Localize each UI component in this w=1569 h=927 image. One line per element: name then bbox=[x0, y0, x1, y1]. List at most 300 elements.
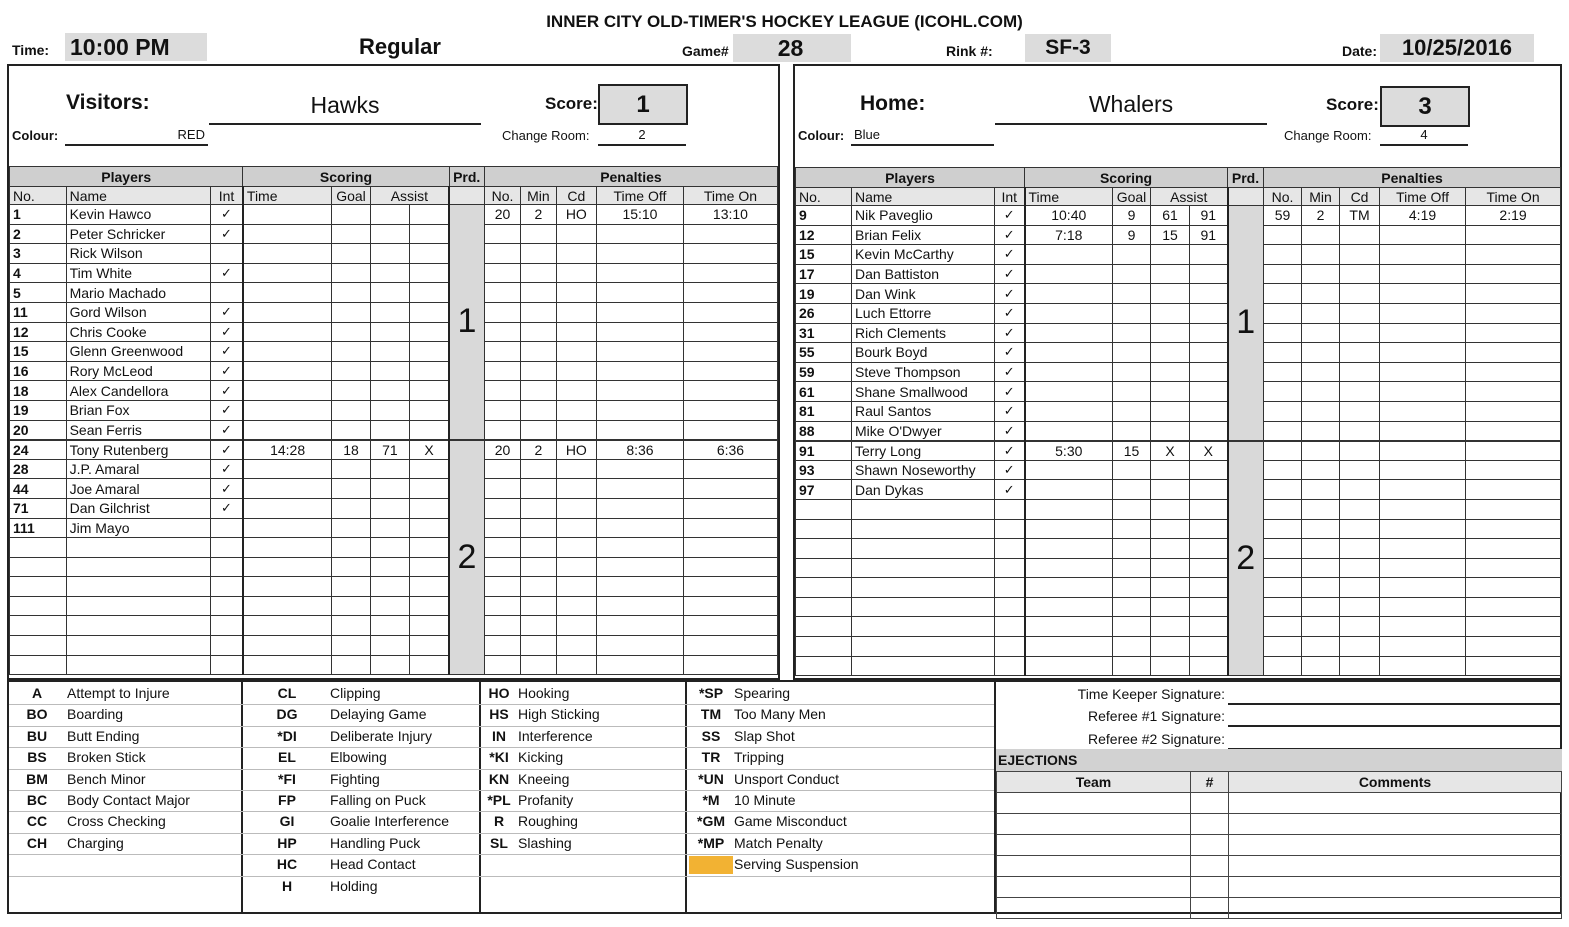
penalty-time-off[interactable] bbox=[597, 538, 684, 558]
penalty-time-on[interactable] bbox=[683, 518, 777, 538]
penalty-time-off[interactable] bbox=[1380, 519, 1466, 539]
goal-time[interactable]: 10:40 bbox=[1025, 206, 1113, 226]
penalty-code[interactable] bbox=[556, 381, 596, 401]
goal-scorer[interactable] bbox=[332, 577, 370, 597]
penalty-player[interactable] bbox=[1264, 362, 1302, 382]
penalty-player[interactable] bbox=[1264, 597, 1302, 617]
goal-scorer[interactable] bbox=[332, 322, 370, 342]
penalty-code[interactable] bbox=[556, 596, 596, 616]
assist-1[interactable] bbox=[1151, 245, 1190, 265]
assist-2[interactable] bbox=[1190, 401, 1228, 421]
goal-time[interactable] bbox=[1025, 421, 1113, 441]
penalty-code[interactable] bbox=[1340, 597, 1380, 617]
penalty-code[interactable] bbox=[556, 322, 596, 342]
penalty-code[interactable] bbox=[1340, 499, 1380, 519]
goal-scorer[interactable] bbox=[1113, 656, 1151, 676]
penalty-minutes[interactable] bbox=[521, 577, 556, 597]
assist-1[interactable]: 61 bbox=[1151, 206, 1190, 226]
assist-2[interactable]: X bbox=[1190, 441, 1228, 461]
penalty-player[interactable] bbox=[1264, 343, 1302, 363]
penalty-code[interactable] bbox=[1340, 362, 1380, 382]
goal-scorer[interactable] bbox=[332, 342, 370, 362]
penalty-time-off[interactable] bbox=[597, 400, 684, 420]
goal-scorer[interactable] bbox=[1113, 558, 1151, 578]
penalty-time-off[interactable] bbox=[1380, 499, 1466, 519]
assist-2[interactable] bbox=[1190, 656, 1228, 676]
assist-2[interactable] bbox=[1190, 362, 1228, 382]
penalty-minutes[interactable] bbox=[1302, 499, 1340, 519]
penalty-time-off[interactable] bbox=[1380, 480, 1466, 500]
penalty-minutes[interactable]: 2 bbox=[521, 440, 556, 460]
penalty-time-off[interactable] bbox=[1380, 225, 1466, 245]
penalty-player[interactable] bbox=[484, 322, 520, 342]
penalty-time-on[interactable] bbox=[1466, 362, 1561, 382]
assist-2[interactable] bbox=[410, 420, 449, 440]
penalty-time-off[interactable] bbox=[1380, 264, 1466, 284]
assist-2[interactable] bbox=[410, 577, 449, 597]
penalty-code[interactable] bbox=[1340, 480, 1380, 500]
goal-time[interactable] bbox=[243, 577, 332, 597]
assist-1[interactable] bbox=[1151, 656, 1190, 676]
penalty-code[interactable] bbox=[556, 361, 596, 381]
penalty-code[interactable] bbox=[1340, 225, 1380, 245]
goal-scorer[interactable] bbox=[1113, 637, 1151, 657]
penalty-time-off[interactable] bbox=[597, 616, 684, 636]
goal-scorer[interactable] bbox=[1113, 303, 1151, 323]
penalty-minutes[interactable] bbox=[521, 479, 556, 499]
penalty-time-off[interactable] bbox=[597, 244, 684, 264]
penalty-time-on[interactable] bbox=[683, 636, 777, 656]
goal-scorer[interactable] bbox=[332, 498, 370, 518]
goal-time[interactable] bbox=[243, 518, 332, 538]
assist-1[interactable] bbox=[370, 302, 409, 322]
ref1-signature-line[interactable] bbox=[1228, 725, 1560, 727]
assist-2[interactable] bbox=[410, 400, 449, 420]
penalty-code[interactable] bbox=[556, 498, 596, 518]
assist-2[interactable] bbox=[1190, 245, 1228, 265]
goal-scorer[interactable] bbox=[332, 381, 370, 401]
assist-1[interactable]: 71 bbox=[370, 440, 409, 460]
assist-2[interactable] bbox=[410, 479, 449, 499]
assist-1[interactable] bbox=[1151, 303, 1190, 323]
assist-1[interactable] bbox=[1151, 558, 1190, 578]
assist-2[interactable] bbox=[410, 381, 449, 401]
penalty-player[interactable] bbox=[1264, 578, 1302, 598]
goal-scorer[interactable] bbox=[1113, 401, 1151, 421]
penalty-time-off[interactable] bbox=[597, 381, 684, 401]
penalty-player[interactable] bbox=[484, 538, 520, 558]
assist-2[interactable] bbox=[1190, 421, 1228, 441]
penalty-time-on[interactable] bbox=[683, 381, 777, 401]
penalty-time-off[interactable] bbox=[1380, 382, 1466, 402]
penalty-time-on[interactable] bbox=[683, 400, 777, 420]
goal-time[interactable] bbox=[243, 498, 332, 518]
penalty-code[interactable] bbox=[556, 400, 596, 420]
goal-time[interactable] bbox=[1025, 303, 1113, 323]
assist-1[interactable] bbox=[1151, 382, 1190, 402]
goal-time[interactable] bbox=[1025, 480, 1113, 500]
penalty-minutes[interactable] bbox=[521, 596, 556, 616]
assist-2[interactable] bbox=[1190, 519, 1228, 539]
goal-time[interactable] bbox=[243, 479, 332, 499]
penalty-player[interactable] bbox=[484, 616, 520, 636]
penalty-time-on[interactable] bbox=[1466, 637, 1561, 657]
penalty-minutes[interactable] bbox=[521, 655, 556, 675]
goal-time[interactable] bbox=[1025, 284, 1113, 304]
penalty-time-on[interactable] bbox=[683, 479, 777, 499]
penalty-minutes[interactable] bbox=[521, 263, 556, 283]
penalty-minutes[interactable] bbox=[1302, 460, 1340, 480]
penalty-player[interactable] bbox=[484, 381, 520, 401]
assist-2[interactable] bbox=[1190, 382, 1228, 402]
penalty-time-off[interactable] bbox=[597, 636, 684, 656]
penalty-minutes[interactable] bbox=[521, 616, 556, 636]
goal-scorer[interactable]: 15 bbox=[1113, 441, 1151, 461]
penalty-time-off[interactable] bbox=[1380, 441, 1466, 461]
penalty-code[interactable] bbox=[556, 244, 596, 264]
goal-scorer[interactable] bbox=[1113, 284, 1151, 304]
assist-2[interactable] bbox=[410, 205, 449, 225]
goal-time[interactable] bbox=[1025, 597, 1113, 617]
assist-1[interactable] bbox=[1151, 264, 1190, 284]
penalty-player[interactable] bbox=[484, 479, 520, 499]
penalty-code[interactable] bbox=[556, 538, 596, 558]
penalty-code[interactable] bbox=[556, 577, 596, 597]
assist-2[interactable] bbox=[410, 263, 449, 283]
assist-2[interactable] bbox=[1190, 460, 1228, 480]
assist-1[interactable] bbox=[1151, 637, 1190, 657]
penalty-player[interactable] bbox=[1264, 558, 1302, 578]
penalty-time-off[interactable] bbox=[597, 361, 684, 381]
goal-scorer[interactable] bbox=[1113, 382, 1151, 402]
assist-1[interactable]: 15 bbox=[1151, 225, 1190, 245]
penalty-time-on[interactable] bbox=[683, 596, 777, 616]
penalty-minutes[interactable] bbox=[521, 420, 556, 440]
penalty-code[interactable] bbox=[1340, 460, 1380, 480]
goal-scorer[interactable] bbox=[332, 361, 370, 381]
penalty-code[interactable] bbox=[1340, 284, 1380, 304]
goal-time[interactable] bbox=[243, 322, 332, 342]
penalty-time-off[interactable] bbox=[1380, 558, 1466, 578]
assist-1[interactable] bbox=[370, 518, 409, 538]
goal-time[interactable] bbox=[243, 655, 332, 675]
penalty-time-off[interactable] bbox=[1380, 597, 1466, 617]
penalty-minutes[interactable] bbox=[1302, 656, 1340, 676]
penalty-time-on[interactable] bbox=[1466, 303, 1561, 323]
assist-1[interactable] bbox=[1151, 401, 1190, 421]
goal-scorer[interactable] bbox=[332, 459, 370, 479]
goal-scorer[interactable] bbox=[332, 518, 370, 538]
penalty-minutes[interactable] bbox=[1302, 245, 1340, 265]
assist-2[interactable]: 91 bbox=[1190, 225, 1228, 245]
penalty-time-on[interactable] bbox=[683, 616, 777, 636]
penalty-time-off[interactable] bbox=[597, 518, 684, 538]
penalty-minutes[interactable] bbox=[1302, 362, 1340, 382]
assist-2[interactable] bbox=[410, 244, 449, 264]
penalty-player[interactable] bbox=[484, 596, 520, 616]
penalty-minutes[interactable] bbox=[521, 459, 556, 479]
penalty-time-on[interactable] bbox=[1466, 382, 1561, 402]
penalty-minutes[interactable] bbox=[521, 361, 556, 381]
assist-1[interactable] bbox=[370, 538, 409, 558]
penalty-player[interactable] bbox=[1264, 617, 1302, 637]
penalty-time-off[interactable] bbox=[1380, 401, 1466, 421]
penalty-time-on[interactable] bbox=[1466, 460, 1561, 480]
penalty-code[interactable] bbox=[556, 479, 596, 499]
goal-time[interactable] bbox=[243, 596, 332, 616]
penalty-time-on[interactable] bbox=[1466, 421, 1561, 441]
goal-time[interactable] bbox=[1025, 519, 1113, 539]
penalty-code[interactable] bbox=[556, 518, 596, 538]
goal-time[interactable]: 7:18 bbox=[1025, 225, 1113, 245]
penalty-minutes[interactable]: 2 bbox=[521, 205, 556, 225]
penalty-time-off[interactable] bbox=[1380, 343, 1466, 363]
penalty-code[interactable] bbox=[556, 557, 596, 577]
penalty-time-off[interactable] bbox=[597, 479, 684, 499]
penalty-code[interactable] bbox=[1340, 656, 1380, 676]
penalty-code[interactable] bbox=[1340, 303, 1380, 323]
assist-2[interactable] bbox=[410, 302, 449, 322]
penalty-code[interactable] bbox=[1340, 441, 1380, 461]
assist-2[interactable] bbox=[410, 616, 449, 636]
penalty-minutes[interactable] bbox=[1302, 264, 1340, 284]
assist-2[interactable] bbox=[1190, 303, 1228, 323]
penalty-time-off[interactable] bbox=[597, 224, 684, 244]
penalty-code[interactable]: TM bbox=[1340, 206, 1380, 226]
assist-1[interactable] bbox=[370, 322, 409, 342]
penalty-player[interactable] bbox=[1264, 245, 1302, 265]
penalty-player[interactable] bbox=[484, 557, 520, 577]
goal-scorer[interactable] bbox=[1113, 460, 1151, 480]
penalty-time-off[interactable]: 4:19 bbox=[1380, 206, 1466, 226]
goal-scorer[interactable]: 9 bbox=[1113, 225, 1151, 245]
assist-1[interactable] bbox=[1151, 539, 1190, 559]
goal-scorer[interactable] bbox=[332, 655, 370, 675]
penalty-minutes[interactable] bbox=[521, 498, 556, 518]
penalty-minutes[interactable] bbox=[1302, 421, 1340, 441]
goal-time[interactable] bbox=[1025, 539, 1113, 559]
penalty-minutes[interactable] bbox=[1302, 323, 1340, 343]
goal-scorer[interactable]: 9 bbox=[1113, 206, 1151, 226]
penalty-time-off[interactable] bbox=[1380, 245, 1466, 265]
assist-1[interactable] bbox=[370, 479, 409, 499]
goal-time[interactable] bbox=[243, 205, 332, 225]
penalty-code[interactable] bbox=[556, 616, 596, 636]
assist-1[interactable] bbox=[1151, 480, 1190, 500]
penalty-time-on[interactable] bbox=[683, 420, 777, 440]
assist-2[interactable] bbox=[1190, 558, 1228, 578]
goal-scorer[interactable] bbox=[1113, 421, 1151, 441]
goal-time[interactable] bbox=[1025, 637, 1113, 657]
penalty-time-off[interactable] bbox=[1380, 637, 1466, 657]
penalty-time-off[interactable] bbox=[597, 302, 684, 322]
assist-2[interactable] bbox=[1190, 617, 1228, 637]
assist-1[interactable] bbox=[370, 283, 409, 303]
penalty-player[interactable] bbox=[1264, 421, 1302, 441]
penalty-time-on[interactable] bbox=[1466, 539, 1561, 559]
penalty-minutes[interactable] bbox=[521, 302, 556, 322]
goal-scorer[interactable] bbox=[332, 400, 370, 420]
assist-2[interactable] bbox=[410, 596, 449, 616]
assist-1[interactable] bbox=[370, 596, 409, 616]
penalty-time-off[interactable] bbox=[597, 596, 684, 616]
penalty-player[interactable]: 20 bbox=[484, 205, 520, 225]
penalty-time-on[interactable] bbox=[1466, 558, 1561, 578]
penalty-minutes[interactable] bbox=[521, 636, 556, 656]
penalty-code[interactable] bbox=[556, 342, 596, 362]
penalty-time-on[interactable] bbox=[683, 459, 777, 479]
penalty-player[interactable] bbox=[484, 263, 520, 283]
goal-time[interactable] bbox=[1025, 578, 1113, 598]
penalty-minutes[interactable] bbox=[1302, 519, 1340, 539]
penalty-code[interactable] bbox=[556, 420, 596, 440]
penalty-minutes[interactable] bbox=[521, 538, 556, 558]
goal-scorer[interactable] bbox=[332, 244, 370, 264]
assist-1[interactable] bbox=[370, 244, 409, 264]
goal-scorer[interactable] bbox=[1113, 519, 1151, 539]
assist-2[interactable] bbox=[410, 224, 449, 244]
assist-2[interactable] bbox=[1190, 323, 1228, 343]
assist-1[interactable]: X bbox=[1151, 441, 1190, 461]
goal-scorer[interactable] bbox=[1113, 480, 1151, 500]
goal-scorer[interactable] bbox=[1113, 362, 1151, 382]
penalty-time-off[interactable] bbox=[1380, 362, 1466, 382]
penalty-player[interactable] bbox=[484, 283, 520, 303]
assist-2[interactable] bbox=[1190, 284, 1228, 304]
assist-2[interactable] bbox=[410, 361, 449, 381]
penalty-player[interactable] bbox=[1264, 441, 1302, 461]
penalty-minutes[interactable] bbox=[1302, 558, 1340, 578]
penalty-time-off[interactable] bbox=[597, 577, 684, 597]
assist-1[interactable] bbox=[370, 420, 409, 440]
goal-time[interactable] bbox=[243, 381, 332, 401]
penalty-player[interactable] bbox=[484, 244, 520, 264]
goal-time[interactable] bbox=[243, 361, 332, 381]
penalty-minutes[interactable] bbox=[1302, 441, 1340, 461]
penalty-time-on[interactable] bbox=[1466, 480, 1561, 500]
assist-2[interactable] bbox=[410, 498, 449, 518]
penalty-code[interactable] bbox=[556, 263, 596, 283]
penalty-player[interactable] bbox=[484, 518, 520, 538]
goal-scorer[interactable] bbox=[332, 636, 370, 656]
penalty-player[interactable] bbox=[1264, 284, 1302, 304]
goal-time[interactable] bbox=[243, 557, 332, 577]
penalty-minutes[interactable] bbox=[1302, 578, 1340, 598]
goal-scorer[interactable] bbox=[332, 224, 370, 244]
penalty-minutes[interactable] bbox=[521, 322, 556, 342]
penalty-minutes[interactable] bbox=[1302, 480, 1340, 500]
penalty-time-on[interactable]: 2:19 bbox=[1466, 206, 1561, 226]
penalty-time-off[interactable] bbox=[1380, 323, 1466, 343]
assist-1[interactable] bbox=[1151, 617, 1190, 637]
penalty-player[interactable] bbox=[1264, 460, 1302, 480]
penalty-code[interactable] bbox=[556, 636, 596, 656]
assist-2[interactable]: X bbox=[410, 440, 449, 460]
assist-1[interactable] bbox=[370, 498, 409, 518]
goal-scorer[interactable] bbox=[1113, 539, 1151, 559]
penalty-time-off[interactable] bbox=[597, 459, 684, 479]
goal-time[interactable] bbox=[243, 636, 332, 656]
penalty-time-on[interactable] bbox=[1466, 343, 1561, 363]
goal-time[interactable] bbox=[243, 459, 332, 479]
penalty-minutes[interactable] bbox=[1302, 597, 1340, 617]
assist-2[interactable] bbox=[1190, 343, 1228, 363]
assist-2[interactable] bbox=[1190, 637, 1228, 657]
penalty-code[interactable] bbox=[1340, 323, 1380, 343]
penalty-player[interactable] bbox=[484, 498, 520, 518]
goal-time[interactable] bbox=[243, 244, 332, 264]
assist-2[interactable] bbox=[1190, 499, 1228, 519]
assist-2[interactable] bbox=[410, 283, 449, 303]
penalty-minutes[interactable] bbox=[1302, 382, 1340, 402]
assist-1[interactable] bbox=[1151, 421, 1190, 441]
goal-time[interactable] bbox=[1025, 401, 1113, 421]
goal-time[interactable] bbox=[1025, 382, 1113, 402]
penalty-time-off[interactable] bbox=[1380, 284, 1466, 304]
penalty-player[interactable] bbox=[1264, 480, 1302, 500]
goal-scorer[interactable] bbox=[332, 616, 370, 636]
penalty-minutes[interactable] bbox=[521, 342, 556, 362]
penalty-player[interactable] bbox=[484, 655, 520, 675]
penalty-time-off[interactable]: 15:10 bbox=[597, 205, 684, 225]
assist-1[interactable] bbox=[370, 342, 409, 362]
penalty-player[interactable] bbox=[484, 361, 520, 381]
goal-scorer[interactable] bbox=[1113, 264, 1151, 284]
penalty-time-on[interactable] bbox=[1466, 441, 1561, 461]
assist-2[interactable]: 91 bbox=[1190, 206, 1228, 226]
penalty-time-on[interactable]: 6:36 bbox=[683, 440, 777, 460]
goal-time[interactable] bbox=[243, 224, 332, 244]
goal-time[interactable] bbox=[1025, 362, 1113, 382]
penalty-time-off[interactable] bbox=[1380, 578, 1466, 598]
penalty-player[interactable] bbox=[484, 342, 520, 362]
assist-1[interactable] bbox=[1151, 284, 1190, 304]
penalty-minutes[interactable] bbox=[521, 518, 556, 538]
penalty-time-on[interactable] bbox=[1466, 597, 1561, 617]
penalty-time-on[interactable] bbox=[1466, 401, 1561, 421]
penalty-player[interactable] bbox=[1264, 264, 1302, 284]
goal-time[interactable] bbox=[1025, 343, 1113, 363]
penalty-code[interactable] bbox=[1340, 519, 1380, 539]
penalty-minutes[interactable] bbox=[1302, 343, 1340, 363]
penalty-minutes[interactable] bbox=[521, 557, 556, 577]
goal-scorer[interactable] bbox=[1113, 323, 1151, 343]
penalty-minutes[interactable] bbox=[521, 224, 556, 244]
penalty-player[interactable] bbox=[1264, 519, 1302, 539]
goal-scorer[interactable] bbox=[332, 479, 370, 499]
assist-1[interactable] bbox=[370, 557, 409, 577]
assist-1[interactable] bbox=[370, 381, 409, 401]
goal-time[interactable] bbox=[1025, 656, 1113, 676]
penalty-time-on[interactable] bbox=[683, 263, 777, 283]
penalty-minutes[interactable] bbox=[1302, 637, 1340, 657]
goal-scorer[interactable] bbox=[1113, 617, 1151, 637]
penalty-minutes[interactable]: 2 bbox=[1302, 206, 1340, 226]
penalty-time-on[interactable] bbox=[1466, 284, 1561, 304]
goal-scorer[interactable] bbox=[1113, 343, 1151, 363]
penalty-time-on[interactable] bbox=[683, 538, 777, 558]
goal-time[interactable] bbox=[243, 538, 332, 558]
penalty-time-on[interactable] bbox=[683, 302, 777, 322]
penalty-time-on[interactable] bbox=[1466, 323, 1561, 343]
penalty-minutes[interactable] bbox=[521, 400, 556, 420]
penalty-player[interactable] bbox=[484, 459, 520, 479]
assist-1[interactable] bbox=[370, 459, 409, 479]
assist-2[interactable] bbox=[410, 342, 449, 362]
penalty-time-off[interactable] bbox=[597, 342, 684, 362]
penalty-player[interactable] bbox=[484, 302, 520, 322]
penalty-player[interactable] bbox=[1264, 539, 1302, 559]
